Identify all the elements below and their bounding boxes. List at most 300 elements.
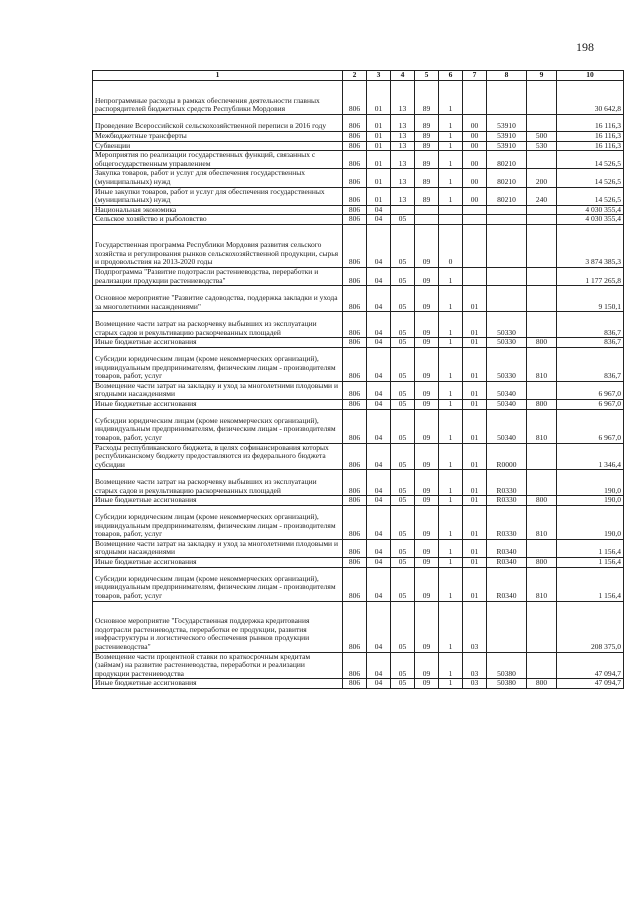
subprogram-code: 1: [439, 409, 463, 443]
ministry-code: 806: [343, 381, 367, 399]
row-amount: 47 094,7: [557, 652, 624, 679]
expense-type-code: 810: [527, 567, 557, 601]
row-amount: 190,0: [557, 470, 624, 496]
row-amount: 190,0: [557, 496, 624, 506]
subsection-code: 05: [391, 601, 415, 652]
expense-type-code: 240: [527, 187, 557, 205]
event-code: 03: [463, 652, 487, 679]
event-code: 01: [463, 470, 487, 496]
ministry-code: 806: [343, 141, 367, 151]
subsection-code: 05: [391, 267, 415, 285]
column-header: 9: [527, 71, 557, 81]
row-description: Закупка товаров, работ и услуг для обеспечения государственных (муниципальных) нужд: [93, 169, 343, 187]
program-code: 89: [415, 81, 439, 115]
subprogram-code: 1: [439, 567, 463, 601]
row-description: Мероприятия по реализации государственных функций, связанных с общегосударственным управлением: [93, 151, 343, 169]
ministry-code: 806: [343, 151, 367, 169]
target-article-code: 53910: [487, 132, 527, 142]
table-row: [93, 652, 624, 679]
ministry-code: 806: [343, 338, 367, 348]
table-row: [93, 443, 624, 470]
ministry-code: 806: [343, 205, 367, 215]
column-header: 10: [557, 71, 624, 81]
section-code: 04: [367, 224, 391, 267]
subsection-code: 05: [391, 505, 415, 539]
section-code: 04: [367, 652, 391, 679]
subsection-code: 13: [391, 151, 415, 169]
table-row: [93, 381, 624, 399]
row-description: Субсидии юридическим лицам (кроме некоммерческих организаций), индивидуальным предпринимателям, физическим лицам - производителям товаров, работ, услуг: [93, 567, 343, 601]
subprogram-code: 1: [439, 115, 463, 132]
row-amount: 9 150,1: [557, 286, 624, 312]
row-description: Возмещение части затрат на закладку и уход за многолетними плодовыми и ягодными насаждениями: [93, 539, 343, 557]
table-row: [93, 539, 624, 557]
program-code: 89: [415, 132, 439, 142]
expense-type-code: 530: [527, 141, 557, 151]
section-code: 04: [367, 205, 391, 215]
event-code: 01: [463, 505, 487, 539]
expense-type-code: [527, 312, 557, 338]
subprogram-code: 1: [439, 141, 463, 151]
table-row: [93, 286, 624, 312]
program-code: 09: [415, 286, 439, 312]
ministry-code: 806: [343, 132, 367, 142]
section-code: 01: [367, 81, 391, 115]
subprogram-code: 1: [439, 187, 463, 205]
program-code: 89: [415, 141, 439, 151]
target-article-code: [487, 601, 527, 652]
section-code: 04: [367, 286, 391, 312]
subprogram-code: 1: [439, 267, 463, 285]
subsection-code: 05: [391, 381, 415, 399]
section-code: 04: [367, 539, 391, 557]
event-code: [463, 205, 487, 215]
row-description: Национальная экономика: [93, 205, 343, 215]
subprogram-code: 1: [439, 558, 463, 568]
event-code: 03: [463, 679, 487, 689]
row-amount: 1 156,4: [557, 539, 624, 557]
subsection-code: [391, 205, 415, 215]
table-row: [93, 338, 624, 348]
subsection-code: 05: [391, 470, 415, 496]
target-article-code: [487, 267, 527, 285]
program-code: 89: [415, 169, 439, 187]
row-description: Основное мероприятие "Развитие садоводства, поддержка закладки и ухода за многолетними насаждениями": [93, 286, 343, 312]
program-code: 89: [415, 115, 439, 132]
subsection-code: 13: [391, 187, 415, 205]
expense-type-code: [527, 267, 557, 285]
row-amount: 1 156,4: [557, 558, 624, 568]
table-row: [93, 205, 624, 215]
program-code: 09: [415, 505, 439, 539]
ministry-code: 806: [343, 286, 367, 312]
target-article-code: 50340: [487, 399, 527, 409]
subsection-code: 13: [391, 132, 415, 142]
table-row: [93, 679, 624, 689]
target-article-code: R0000: [487, 443, 527, 470]
expense-type-code: [527, 652, 557, 679]
column-header: 6: [439, 71, 463, 81]
target-article-code: 50380: [487, 679, 527, 689]
row-amount: 16 116,3: [557, 141, 624, 151]
table-header-row: [93, 71, 624, 81]
row-amount: 4 030 355,4: [557, 215, 624, 225]
row-amount: 6 967,0: [557, 409, 624, 443]
target-article-code: R0340: [487, 558, 527, 568]
program-code: 89: [415, 151, 439, 169]
row-description: Субсидии юридическим лицам (кроме некоммерческих организаций), индивидуальным предпринимателям, физическим лицам - производителям товаров, работ, услуг: [93, 409, 343, 443]
program-code: 09: [415, 601, 439, 652]
subsection-code: 05: [391, 338, 415, 348]
column-header: 3: [367, 71, 391, 81]
subsection-code: 05: [391, 399, 415, 409]
event-code: 01: [463, 286, 487, 312]
section-code: 04: [367, 409, 391, 443]
subsection-code: 05: [391, 215, 415, 225]
subprogram-code: 1: [439, 652, 463, 679]
table-row: [93, 558, 624, 568]
section-code: 04: [367, 399, 391, 409]
section-code: 04: [367, 601, 391, 652]
table-row: [93, 567, 624, 601]
budget-table: [92, 70, 624, 689]
ministry-code: 806: [343, 505, 367, 539]
expense-type-code: [527, 539, 557, 557]
row-description: Межбюджетные трансферты: [93, 132, 343, 142]
subprogram-code: 1: [439, 338, 463, 348]
target-article-code: [487, 81, 527, 115]
program-code: 09: [415, 539, 439, 557]
ministry-code: 806: [343, 399, 367, 409]
program-code: 09: [415, 470, 439, 496]
row-amount: 190,0: [557, 505, 624, 539]
subsection-code: 05: [391, 652, 415, 679]
expense-type-code: [527, 470, 557, 496]
ministry-code: 806: [343, 81, 367, 115]
subsection-code: 13: [391, 115, 415, 132]
expense-type-code: [527, 215, 557, 225]
expense-type-code: 800: [527, 496, 557, 506]
target-article-code: 80210: [487, 187, 527, 205]
expense-type-code: [527, 286, 557, 312]
column-header: 4: [391, 71, 415, 81]
row-description: Субсидии юридическим лицам (кроме некоммерческих организаций), индивидуальным предпринимателям, физическим лицам - производителям товаров, работ, услуг: [93, 347, 343, 381]
expense-type-code: 800: [527, 679, 557, 689]
row-amount: 14 526,5: [557, 151, 624, 169]
ministry-code: 806: [343, 115, 367, 132]
ministry-code: 806: [343, 347, 367, 381]
section-code: 01: [367, 169, 391, 187]
section-code: 04: [367, 679, 391, 689]
event-code: 00: [463, 169, 487, 187]
section-code: 04: [367, 558, 391, 568]
row-description: Проведение Всероссийской сельскохозяйственной переписи в 2016 году: [93, 115, 343, 132]
ministry-code: 806: [343, 312, 367, 338]
subprogram-code: 0: [439, 224, 463, 267]
ministry-code: 806: [343, 679, 367, 689]
target-article-code: 50330: [487, 347, 527, 381]
table-row: [93, 215, 624, 225]
row-description: Иные бюджетные ассигнования: [93, 399, 343, 409]
subsection-code: 05: [391, 679, 415, 689]
row-amount: 3 874 385,3: [557, 224, 624, 267]
program-code: 09: [415, 679, 439, 689]
ministry-code: 806: [343, 558, 367, 568]
column-header: 7: [463, 71, 487, 81]
subprogram-code: 1: [439, 381, 463, 399]
program-code: 89: [415, 187, 439, 205]
event-code: [463, 215, 487, 225]
program-code: 09: [415, 567, 439, 601]
ministry-code: 806: [343, 652, 367, 679]
event-code: [463, 267, 487, 285]
table-row: [93, 399, 624, 409]
target-article-code: R0340: [487, 567, 527, 601]
subsection-code: 05: [391, 558, 415, 568]
target-article-code: 50380: [487, 652, 527, 679]
section-code: 01: [367, 141, 391, 151]
subprogram-code: [439, 215, 463, 225]
table-row: [93, 312, 624, 338]
column-header: 1: [93, 71, 343, 81]
table-row: [93, 409, 624, 443]
section-code: 01: [367, 115, 391, 132]
subprogram-code: 1: [439, 312, 463, 338]
target-article-code: 50340: [487, 381, 527, 399]
target-article-code: R0330: [487, 496, 527, 506]
subsection-code: 05: [391, 443, 415, 470]
section-code: 04: [367, 347, 391, 381]
table-row: [93, 187, 624, 205]
event-code: 03: [463, 601, 487, 652]
row-description: Иные бюджетные ассигнования: [93, 679, 343, 689]
expense-type-code: 810: [527, 347, 557, 381]
event-code: [463, 224, 487, 267]
ministry-code: 806: [343, 215, 367, 225]
subprogram-code: 1: [439, 286, 463, 312]
ministry-code: 806: [343, 187, 367, 205]
program-code: 09: [415, 652, 439, 679]
section-code: 04: [367, 338, 391, 348]
target-article-code: [487, 286, 527, 312]
expense-type-code: 200: [527, 169, 557, 187]
column-header: 2: [343, 71, 367, 81]
row-amount: 30 642,8: [557, 81, 624, 115]
subsection-code: 05: [391, 567, 415, 601]
expense-type-code: [527, 381, 557, 399]
section-code: 04: [367, 505, 391, 539]
event-code: 01: [463, 558, 487, 568]
column-header: 8: [487, 71, 527, 81]
row-description: Основное мероприятие "Государственная поддержка кредитования подотрасли растениеводства, переработки ее продукции, развития инфраструктуры и логистического обеспечения рынков продукции растениеводства": [93, 601, 343, 652]
program-code: 09: [415, 347, 439, 381]
row-description: Сельское хозяйство и рыболовство: [93, 215, 343, 225]
column-header: 5: [415, 71, 439, 81]
subprogram-code: 1: [439, 81, 463, 115]
row-amount: 16 116,3: [557, 132, 624, 142]
row-amount: 6 967,0: [557, 381, 624, 399]
target-article-code: [487, 205, 527, 215]
event-code: 01: [463, 409, 487, 443]
subprogram-code: 1: [439, 601, 463, 652]
section-code: 04: [367, 443, 391, 470]
table-row: [93, 347, 624, 381]
row-amount: 836,7: [557, 347, 624, 381]
row-amount: 836,7: [557, 338, 624, 348]
event-code: 00: [463, 132, 487, 142]
subsection-code: 05: [391, 312, 415, 338]
ministry-code: 806: [343, 224, 367, 267]
subsection-code: 05: [391, 409, 415, 443]
target-article-code: 50330: [487, 312, 527, 338]
event-code: [463, 81, 487, 115]
row-amount: 4 030 355,4: [557, 205, 624, 215]
table-row: [93, 141, 624, 151]
section-code: 04: [367, 312, 391, 338]
target-article-code: 80210: [487, 169, 527, 187]
ministry-code: 806: [343, 443, 367, 470]
table-row: [93, 115, 624, 132]
ministry-code: 806: [343, 539, 367, 557]
expense-type-code: 800: [527, 399, 557, 409]
subsection-code: 05: [391, 224, 415, 267]
event-code: 01: [463, 399, 487, 409]
event-code: 01: [463, 567, 487, 601]
subsection-code: 05: [391, 286, 415, 312]
table-row: [93, 224, 624, 267]
row-description: Возмещение части затрат на закладку и уход за многолетними плодовыми и ягодными насаждениями: [93, 381, 343, 399]
section-code: 04: [367, 381, 391, 399]
row-amount: 16 116,3: [557, 115, 624, 132]
ministry-code: 806: [343, 470, 367, 496]
table-row: [93, 496, 624, 506]
program-code: 09: [415, 496, 439, 506]
program-code: 09: [415, 267, 439, 285]
subsection-code: 13: [391, 81, 415, 115]
expense-type-code: [527, 115, 557, 132]
table-row: [93, 601, 624, 652]
table-row: [93, 132, 624, 142]
subsection-code: 05: [391, 539, 415, 557]
target-article-code: 53910: [487, 115, 527, 132]
expense-type-code: 810: [527, 505, 557, 539]
row-amount: 6 967,0: [557, 399, 624, 409]
program-code: 09: [415, 312, 439, 338]
row-amount: 208 375,0: [557, 601, 624, 652]
row-amount: 1 177 265,8: [557, 267, 624, 285]
subsection-code: 05: [391, 496, 415, 506]
event-code: 01: [463, 347, 487, 381]
subsection-code: 13: [391, 141, 415, 151]
ministry-code: 806: [343, 267, 367, 285]
ministry-code: 806: [343, 169, 367, 187]
subprogram-code: [439, 205, 463, 215]
expense-type-code: [527, 81, 557, 115]
subprogram-code: 1: [439, 496, 463, 506]
row-description: Возмещение части процентной ставки по краткосрочным кредитам (займам) на развитие растениеводства, переработки и реализации продукции растениеводства: [93, 652, 343, 679]
row-description: Иные бюджетные ассигнования: [93, 496, 343, 506]
program-code: [415, 215, 439, 225]
row-description: Иные закупки товаров, работ и услуг для обеспечения государственных (муниципальных) нужд: [93, 187, 343, 205]
table-body: [93, 81, 624, 689]
expense-type-code: [527, 224, 557, 267]
program-code: 09: [415, 338, 439, 348]
subprogram-code: 1: [439, 132, 463, 142]
event-code: 01: [463, 381, 487, 399]
subprogram-code: 1: [439, 679, 463, 689]
table-row: [93, 81, 624, 115]
target-article-code: R0330: [487, 505, 527, 539]
section-code: 04: [367, 215, 391, 225]
expense-type-code: 800: [527, 558, 557, 568]
subsection-code: 13: [391, 169, 415, 187]
target-article-code: [487, 224, 527, 267]
section-code: 04: [367, 470, 391, 496]
subsection-code: 05: [391, 347, 415, 381]
expense-type-code: [527, 151, 557, 169]
target-article-code: 53910: [487, 141, 527, 151]
program-code: 09: [415, 224, 439, 267]
expense-type-code: [527, 205, 557, 215]
expense-type-code: [527, 443, 557, 470]
row-amount: 14 526,5: [557, 169, 624, 187]
event-code: 01: [463, 338, 487, 348]
row-amount: 1 156,4: [557, 567, 624, 601]
table-row: [93, 267, 624, 285]
page-number: 198: [576, 40, 594, 54]
target-article-code: 50340: [487, 409, 527, 443]
program-code: 09: [415, 443, 439, 470]
subprogram-code: 1: [439, 347, 463, 381]
row-description: Возмещение части затрат на раскорчевку выбывших из эксплуатации старых садов и рекультивацию раскорчеванных площадей: [93, 312, 343, 338]
row-description: Непрограммные расходы в рамках обеспечения деятельности главных распорядителей бюджетных средств Республики Мордовия: [93, 81, 343, 115]
row-amount: 1 346,4: [557, 443, 624, 470]
section-code: 04: [367, 496, 391, 506]
subprogram-code: 1: [439, 505, 463, 539]
subprogram-code: 1: [439, 399, 463, 409]
event-code: 00: [463, 187, 487, 205]
row-description: Расходы республиканского бюджета, в целях софинансирования которых республиканскому бюджету предоставляются из федерального бюджета субсидии: [93, 443, 343, 470]
target-article-code: R0340: [487, 539, 527, 557]
section-code: 04: [367, 267, 391, 285]
row-description: Возмещение части затрат на раскорчевку выбывших из эксплуатации старых садов и рекультивацию раскорчеванных площадей: [93, 470, 343, 496]
row-description: Подпрограмма "Развитие подотрасли растениеводства, переработки и реализации продукции растениеводства": [93, 267, 343, 285]
section-code: 01: [367, 151, 391, 169]
row-description: Иные бюджетные ассигнования: [93, 558, 343, 568]
ministry-code: 806: [343, 567, 367, 601]
section-code: 04: [367, 567, 391, 601]
program-code: [415, 205, 439, 215]
row-amount: 47 094,7: [557, 679, 624, 689]
event-code: 01: [463, 443, 487, 470]
event-code: 00: [463, 151, 487, 169]
table-row: [93, 505, 624, 539]
program-code: 09: [415, 558, 439, 568]
ministry-code: 806: [343, 601, 367, 652]
table-row: [93, 169, 624, 187]
target-article-code: [487, 215, 527, 225]
subprogram-code: 1: [439, 169, 463, 187]
expense-type-code: 800: [527, 338, 557, 348]
target-article-code: 50330: [487, 338, 527, 348]
row-description: Иные бюджетные ассигнования: [93, 338, 343, 348]
row-amount: 14 526,5: [557, 187, 624, 205]
event-code: 01: [463, 496, 487, 506]
expense-type-code: 500: [527, 132, 557, 142]
ministry-code: 806: [343, 496, 367, 506]
table-row: [93, 470, 624, 496]
event-code: 00: [463, 115, 487, 132]
